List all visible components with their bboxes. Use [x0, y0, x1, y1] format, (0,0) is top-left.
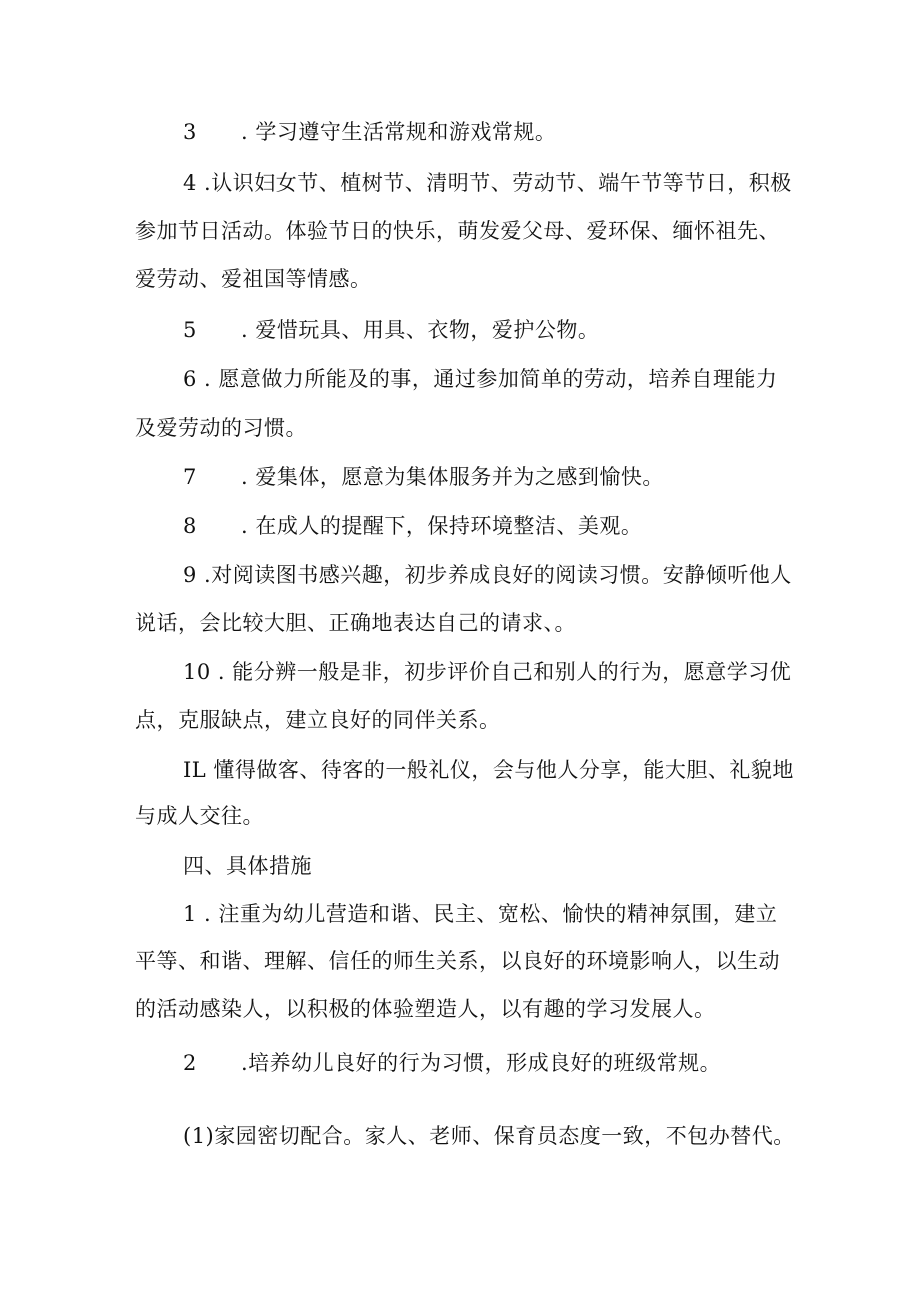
- item-text: .培养幼儿良好的行为习惯，形成良好的班级常规。: [241, 1051, 722, 1075]
- line-text: 点，克服缺点，建立良好的同伴关系。: [135, 708, 501, 732]
- item-number: 3: [183, 120, 197, 144]
- list-item: [183, 662, 791, 683]
- list-item: [183, 467, 664, 488]
- line-text: 参加节日活动。体验节日的快乐，萌发爱父母、爱环保、缅怀祖先、: [135, 219, 780, 243]
- item-number: 8: [183, 514, 197, 538]
- paragraph-line: [135, 221, 780, 242]
- item-text: . 在成人的提醒下，保持环境整洁、美观。: [241, 514, 643, 538]
- list-item: [183, 565, 792, 586]
- list-item: [183, 320, 599, 341]
- heading-text: 四、具体措施: [183, 854, 312, 878]
- paragraph-line: [135, 999, 716, 1020]
- list-item: [183, 904, 777, 925]
- paragraph-line: [135, 269, 372, 290]
- item-text: . 注重为幼儿营造和谐、民主、宽松、愉快的精神氛围，建立: [196, 902, 778, 926]
- list-item: [183, 173, 792, 194]
- line-text: (1)家园密切配合。家人、老师、保育员态度一致，不包办替代。: [183, 1124, 795, 1148]
- list-item: [183, 369, 777, 390]
- sub-item: [183, 1126, 795, 1147]
- paragraph-line: [135, 418, 307, 439]
- item-number: 10: [183, 660, 211, 684]
- paragraph-line: [135, 710, 501, 731]
- item-text: . 爱惜玩具、用具、衣物，爱护公物。: [241, 318, 600, 342]
- item-text: . 学习遵守生活常规和游戏常规。: [241, 120, 557, 144]
- item-number: 1: [183, 902, 197, 926]
- item-text: .认识妇女节、植树节、清明节、劳动节、端午节等节日，积极: [196, 171, 792, 195]
- list-item: [183, 122, 556, 143]
- item-number: 4: [183, 171, 197, 195]
- item-number: 7: [183, 465, 197, 489]
- line-text: 平等、和谐、理解、信任的师生关系，以良好的环境影响人，以生动: [135, 949, 780, 973]
- item-number: 9: [183, 563, 197, 587]
- line-text: 说话，会比较大胆、正确地表达自己的请求、。: [135, 611, 576, 635]
- line-text: 爱劳动、爱祖国等情感。: [135, 267, 372, 291]
- item-number: 6: [183, 367, 197, 391]
- section-heading: [183, 856, 312, 877]
- item-number: 5: [183, 318, 197, 342]
- line-text: 及爱劳动的习惯。: [135, 416, 307, 440]
- line-text: 与成人交往。: [135, 804, 264, 828]
- paragraph-line: [135, 951, 780, 972]
- item-text: . 愿意做力所能及的事，通过参加简单的劳动，培养自理能力: [196, 367, 778, 391]
- list-item: [183, 760, 794, 781]
- item-text: . 能分辨一般是非，初步评价自己和别人的行为，愿意学习优: [210, 660, 792, 684]
- item-text: . 爱集体，愿意为集体服务并为之感到愉快。: [241, 465, 664, 489]
- paragraph-line: [135, 613, 576, 634]
- list-item: [183, 516, 642, 537]
- line-text: 的活动感染人，以积极的体验塑造人，以有趣的学习发展人。: [135, 997, 716, 1021]
- list-item: [183, 1053, 721, 1074]
- paragraph-line: [135, 806, 264, 827]
- item-text: .对阅读图书感兴趣，初步养成良好的阅读习惯。安静倾听他人: [196, 563, 792, 587]
- item-number: 2: [183, 1051, 197, 1075]
- line-text: IL 懂得做客、待客的一般礼仪，会与他人分享，能大胆、礼貌地: [183, 758, 794, 782]
